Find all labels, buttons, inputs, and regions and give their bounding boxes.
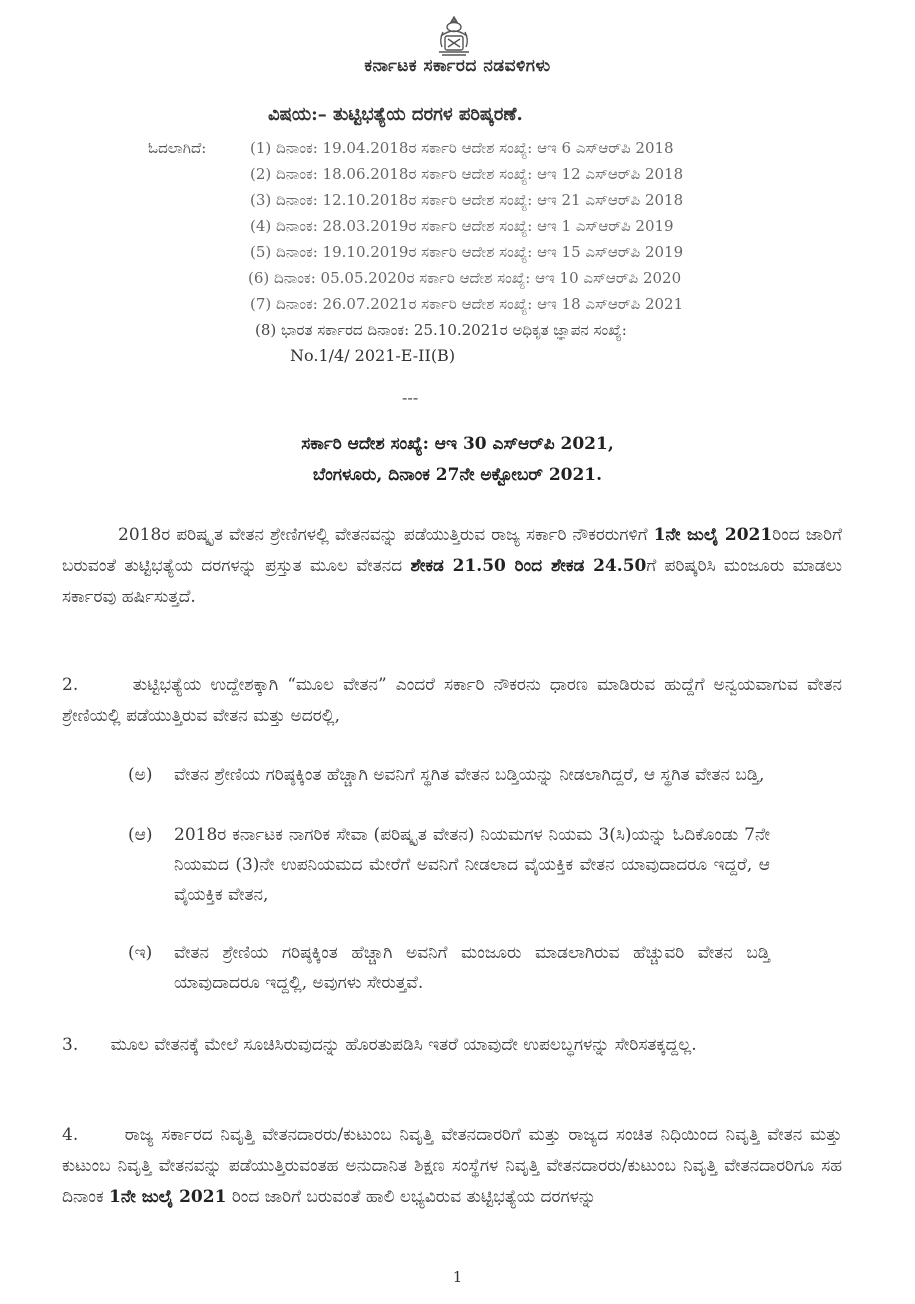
reference-item: (7) ದಿನಾಂಕ: 26.07.2021ರ ಸರ್ಕಾರಿ ಆದೇಶ ಸಂಖ್ಯೆ: ಆಇ 18 ಎಸ್‌ಆರ್‌ಪಿ 2021 [250, 295, 684, 313]
page-number: 1 [452, 1268, 463, 1286]
reference-item: (6) ದಿನಾಂಕ: 05.05.2020ರ ಸರ್ಕಾರಿ ಆದೇಶ ಸಂಖ್ಯೆ: ಆಇ 10 ಎಸ್‌ಆರ್‌ಪಿ 2020 [248, 269, 682, 287]
karnataka-state-emblem-icon [433, 14, 475, 58]
paragraph-1: 2018ರ ಪರಿಷ್ಕೃತ ವೇತನ ಶ್ರೇಣಿಗಳಲ್ಲಿ ವೇತನವನ್ನು ಪಡೆಯುತ್ತಿರುವ ರಾಜ್ಯ ಸರ್ಕಾರಿ ನೌಕರರುಗಳಿಗೆ 1ನೇ ಜುಲೈ 2021ರಿಂದ ಜಾರಿಗೆ ಬರುವಂತೆ ತುಟ್ಟಿಭತ್ಯೆಯ ದರಗಳನ್ನು ಪ್ರಸ್ತುತ ಮೂಲ ವೇತನದ ಶೇಕಡ 21.50 ರಿಂದ ಶೇಕಡ 24.50ಗೆ ಪರಿಷ್ಕರಿಸಿ ಮಂಜೂರು ಮಾಡಲು ಸರ್ಕಾರವು ಹರ್ಷಿಸುತ್ತದೆ. [62, 525, 842, 607]
paragraph-number: 3. [62, 1035, 79, 1055]
effective-date: 1ನೇ ಜುಲೈ 2021 [109, 1187, 227, 1207]
read-label: ಓದಲಾಗಿದೆ: [148, 139, 207, 157]
reference-item: (4) ದಿನಾಂಕ: 28.03.2019ರ ಸರ್ಕಾರಿ ಆದೇಶ ಸಂಖ್ಯೆ: ಆಇ 1 ಎಸ್‌ಆರ್‌ಪಿ 2019 [250, 217, 674, 235]
paragraph-4: 4. ರಾಜ್ಯ ಸರ್ಕಾರದ ನಿವೃತ್ತಿ ವೇತನದಾರರು/ಕುಟುಂಬ ನಿವೃತ್ತಿ ವೇತನದಾರರಿಗೆ ಮತ್ತು ರಾಜ್ಯದ ಸಂಚಿತ ನಿಧಿಯಿಂದ ನಿವೃತ್ತಿ ವೇತನ ಮತ್ತು ಕುಟುಂಬ ನಿವೃತ್ತಿ ವೇತನವನ್ನು ಪಡೆಯುತ್ತಿರುವಂತಹ ಅನುದಾನಿತ ಶಿಕ್ಷಣ ಸಂಸ್ಥೆಗಳ ನಿವೃತ್ತಿ ವೇತನದಾರರು/ಕುಟುಂಬ ನಿವೃತ್ತಿ ವೇತನದಾರರಿಗೂ ಸಹ ದಿನಾಂಕ 1ನೇ ಜುಲೈ 2021 ರಿಂದ ಜಾರಿಗೆ ಬರುವಂತೆ ಹಾಲಿ ಲಭ್ಯವಿರುವ ತುಟ್ಟಿಭತ್ಯೆಯ ದರಗಳನ್ನು [62, 1125, 842, 1207]
reference-item: (2) ದಿನಾಂಕ: 18.06.2018ರ ಸರ್ಕಾರಿ ಆದೇಶ ಸಂಖ್ಯೆ: ಆಇ 12 ಎಸ್‌ಆರ್‌ಪಿ 2018 [250, 165, 684, 183]
paragraph-number: 2. [62, 675, 79, 695]
subject-line: ವಿಷಯ:– ತುಟ್ಟಿಭತ್ಯೆಯ ದರಗಳ ಪರಿಷ್ಕರಣೆ. [268, 104, 523, 125]
effective-date: 1ನೇ ಜುಲೈ 2021 [653, 525, 773, 545]
reference-item: (5) ದಿನಾಂಕ: 19.10.2019ರ ಸರ್ಕಾರಿ ಆದೇಶ ಸಂಖ್ಯೆ: ಆಇ 15 ಎಸ್‌ಆರ್‌ಪಿ 2019 [250, 243, 684, 261]
government-title: ಕರ್ನಾಟಕ ಸರ್ಕಾರದ ನಡವಳಿಗಳು [364, 56, 551, 76]
reference-continuation: No.1/4/ 2021-E-II(B) [290, 346, 456, 365]
paragraph-2: 2. ತುಟ್ಟಿಭತ್ಯೆಯ ಉದ್ದೇಶಕ್ಕಾಗಿ “ಮೂಲ ವೇತನ” ಎಂದರೆ ಸರ್ಕಾರಿ ನೌಕರನು ಧಾರಣ ಮಾಡಿರುವ ಹುದ್ದೆಗೆ ಅನ್ವಯವಾಗುವ ವೇತನ ಶ್ರೇಣಿಯಲ್ಲಿ ಪಡೆಯುತ್ತಿರುವ ವೇತನ ಮತ್ತು ಅದರಲ್ಲಿ, [62, 675, 842, 726]
list-marker: (ಆ) [128, 825, 153, 845]
revised-rate: ಶೇಕಡ 21.50 ರಿಂದ ಶೇಕಡ 24.50 [410, 556, 647, 576]
list-item: (ಅ) ವೇತನ ಶ್ರೇಣಿಯ ಗರಿಷ್ಠಕ್ಕಿಂತ ಹೆಚ್ಚಾಗಿ ಅವನಿಗೆ ಸ್ಥಗಿತ ವೇತನ ಬಡ್ತಿಯನ್ನು ನೀಡಲಾಗಿದ್ದರೆ, ಆ ಸ್ಥಗಿತ ವೇತನ ಬಡ್ತಿ, [128, 760, 770, 790]
list-item: (ಇ) ವೇತನ ಶ್ರೇಣಿಯ ಗರಿಷ್ಠಕ್ಕಿಂತ ಹೆಚ್ಚಾಗಿ ಅವನಿಗೆ ಮಂಜೂರು ಮಾಡಲಾಗಿರುವ ಹೆಚ್ಚುವರಿ ವೇತನ ಬಡ್ತಿ ಯಾವುದಾದರೂ ಇದ್ದಲ್ಲಿ, ಅವುಗಳು ಸೇರುತ್ತವೆ. [128, 938, 770, 998]
order-number: ಸರ್ಕಾರಿ ಆದೇಶ ಸಂಖ್ಯೆ: ಆಇ 30 ಎಸ್‌ಆರ್‌ಪಿ 2021, [301, 434, 614, 454]
list-item: (ಆ) 2018ರ ಕರ್ನಾಟಕ ನಾಗರಿಕ ಸೇವಾ (ಪರಿಷ್ಕೃತ ವೇತನ) ನಿಯಮಗಳ ನಿಯಮ 3(ಸಿ)ಯನ್ನು ಓದಿಕೊಂಡು 7ನೇ ನಿಯಮದ (3)ನೇ ಉಪನಿಯಮದ ಮೇರೆಗೆ ಅವನಿಗೆ ನೀಡಲಾದ ವೈಯಕ್ತಿಕ ವೇತನ ಯಾವುದಾದರೂ ಇದ್ದರೆ, ಆ ವೈಯಕ್ತಿಕ ವೇತನ, [128, 820, 770, 910]
reference-item: (8) ಭಾರತ ಸರ್ಕಾರದ ದಿನಾಂಕ: 25.10.2021ರ ಅಧಿಕೃತ ಜ್ಞಾಪನ ಸಂಖ್ಯೆ: [255, 321, 627, 339]
paragraph-3: 3. ಮೂಲ ವೇತನಕ್ಕೆ ಮೇಲೆ ಸೂಚಿಸಿರುವುದನ್ನು ಹೊರತುಪಡಿಸಿ ಇತರೆ ಯಾವುದೇ ಉಪಲಬ್ಧಗಳನ್ನು ಸೇರಿಸತಕ್ಕದ್ದಲ್ಲ. [62, 1035, 697, 1055]
order-date: ಬೆಂಗಳೂರು, ದಿನಾಂಕ 27ನೇ ಅಕ್ಟೋಬರ್ 2021. [312, 465, 603, 485]
reference-item: (3) ದಿನಾಂಕ: 12.10.2018ರ ಸರ್ಕಾರಿ ಆದೇಶ ಸಂಖ್ಯೆ: ಆಇ 21 ಎಸ್‌ಆರ್‌ಪಿ 2018 [250, 191, 684, 209]
reference-item: (1) ದಿನಾಂಕ: 19.04.2018ರ ಸರ್ಕಾರಿ ಆದೇಶ ಸಂಖ್ಯೆ: ಆಇ 6 ಎಸ್‌ಆರ್‌ಪಿ 2018 [250, 139, 674, 157]
list-marker: (ಇ) [128, 943, 153, 963]
paragraph-number: 4. [62, 1125, 79, 1145]
separator: --- [402, 388, 419, 407]
list-marker: (ಅ) [128, 765, 153, 785]
